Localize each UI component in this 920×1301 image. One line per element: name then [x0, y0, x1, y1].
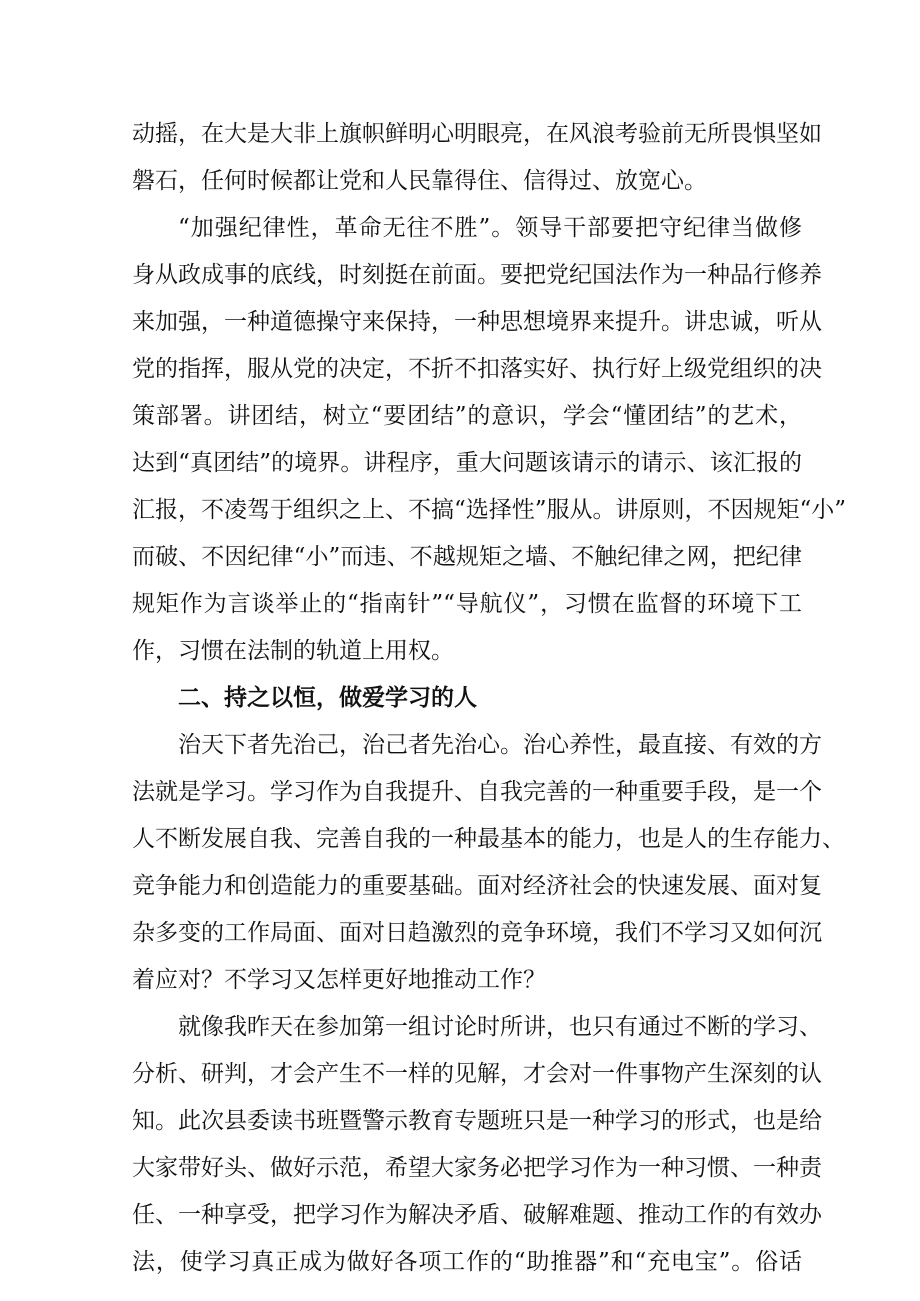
text-line: 汇报，不凌驾于组织之上、不搞“选择性”服从。讲原则，不因规矩“小” [132, 497, 847, 523]
text-line: 治天下者先治己，治己者先治心。治心养性，最直接、有效的方 [178, 732, 822, 758]
text-line: 磐石，任何时候都让党和人民靠得住、信得过、放宽心。 [132, 168, 707, 194]
text-line: 竞争能力和创造能力的重要基础。面对经济社会的快速发展、面对复 [132, 873, 822, 899]
text-line: 策部署。讲团结，树立“要团结”的意识，学会“懂团结”的艺术， [132, 403, 802, 429]
text-line: 党的指挥，服从党的决定，不折不扣落实好、执行好上级党组织的决 [132, 356, 822, 382]
text-line: 分析、研判，才会产生不一样的见解，才会对一件事物产生深刻的认 [132, 1061, 822, 1087]
text-line: 而破、不因纪律“小”而违、不越规矩之墙、不触纪律之网，把纪律 [132, 544, 802, 570]
text-line: 任、一种享受，把学习作为解决矛盾、破解难题、推动工作的有效办 [132, 1202, 822, 1228]
text-line: 法，使学习真正成为做好各项工作的“助推器”和“充电宝”。俗话 [132, 1249, 802, 1275]
section-heading: 二、持之以恒，做爱学习的人 [178, 685, 477, 711]
text-line: “加强纪律性，革命无往不胜”。领导干部要把守纪律当做修 [178, 215, 802, 241]
text-line: 规矩作为言谈举止的“指南针”“导航仪”，习惯在监督的环境下工 [132, 591, 802, 617]
document-body [132, 111, 847, 1286]
text-line: 来加强，一种道德操守来保持，一种思想境界来提升。讲忠诚，听从 [132, 309, 822, 335]
text-line: 杂多变的工作局面、面对日趋激烈的竞争环境，我们不学习又如何沉 [132, 920, 822, 946]
text-line: 大家带好头、做好示范，希望大家务必把学习作为一种习惯、一种责 [132, 1155, 822, 1181]
text-line: 人不断发展自我、完善自我的一种最基本的能力，也是人的生存能力、 [132, 826, 845, 852]
text-line: 法就是学习。学习作为自我提升、自我完善的一种重要手段，是一个 [132, 779, 822, 805]
text-line: 着应对？不学习又怎样更好地推动工作？ [132, 967, 546, 993]
text-line: 知。此次县委读书班暨警示教育专题班只是一种学习的形式，也是给 [132, 1108, 822, 1134]
text-line: 身从政成事的底线，时刻挺在前面。要把党纪国法作为一种品行修养 [132, 262, 822, 288]
text-line: 作，习惯在法制的轨道上用权。 [132, 638, 454, 664]
text-line: 达到“真团结”的境界。讲程序，重大问题该请示的请示、该汇报的 [132, 450, 802, 476]
text-line: 就像我昨天在参加第一组讨论时所讲，也只有通过不断的学习、 [178, 1014, 822, 1040]
text-line: 动摇，在大是大非上旗帜鲜明心明眼亮，在风浪考验前无所畏惧坚如 [132, 121, 822, 147]
